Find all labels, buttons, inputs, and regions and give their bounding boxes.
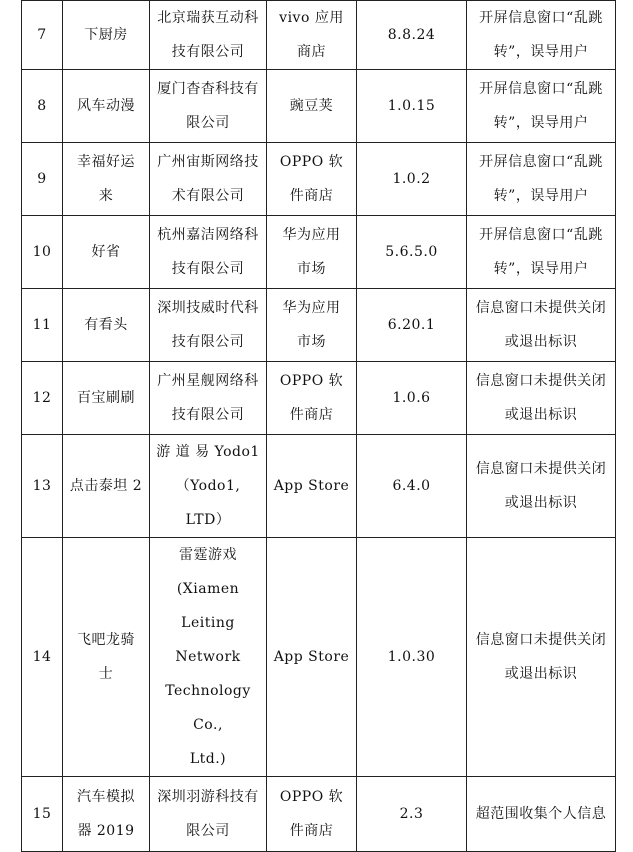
version-cell: 6.20.1 [357, 289, 467, 362]
table-row [22, 70, 616, 143]
app-store-line: OPPO 软 [279, 373, 344, 389]
developer-line: 限公司 [186, 115, 230, 131]
issue-cell [467, 362, 616, 435]
app-name-line: 好省 [91, 244, 121, 260]
app-store-cell [267, 435, 357, 538]
developer-line: 杭州嘉洁网络科 [157, 227, 259, 243]
app-store-line: 华为应用 [282, 300, 341, 316]
app-store-line: 豌豆荚 [289, 98, 334, 114]
version-cell: 6.4.0 [357, 435, 467, 538]
developer-line: 广州星舰网络科 [157, 373, 259, 389]
app-store-line: App Store [273, 478, 350, 494]
version-cell: 1.0.6 [357, 362, 467, 435]
app-name-line: 士 [98, 666, 114, 682]
app-name-line: 下厨房 [84, 27, 128, 43]
issue-line: 或退出标识 [504, 666, 578, 682]
app-name-line: 汽车模拟 [77, 789, 135, 805]
app-name-cell [63, 777, 150, 852]
issue-line: 开屏信息窗口“乱跳 [479, 227, 603, 243]
app-name-line: 有看头 [84, 317, 128, 333]
issue-cell [467, 538, 616, 777]
developer-line: 深圳技威时代科 [157, 300, 259, 316]
issue-line: 开屏信息窗口“乱跳 [479, 154, 603, 170]
app-store-line: App Store [273, 649, 350, 665]
issue-line: 转”，误导用户 [493, 261, 589, 277]
issue-line: 信息窗口未提供关闭 [475, 300, 607, 316]
developer-line: 北京瑞获互动科 [157, 10, 259, 26]
developer-cell [150, 216, 267, 289]
row-number-cell: 12 [22, 362, 63, 435]
issue-cell [467, 777, 616, 852]
app-name-cell [63, 70, 150, 143]
app-name-cell [63, 143, 150, 216]
table-row [22, 538, 616, 777]
developer-line: Ltd.) [189, 751, 227, 767]
app-name-cell [63, 216, 150, 289]
table-row [22, 362, 616, 435]
issue-line: 信息窗口未提供关闭 [475, 632, 607, 648]
developer-cell [150, 435, 267, 538]
row-number-cell: 7 [22, 1, 63, 70]
developer-line: Technology Co., [165, 683, 251, 733]
app-store-line: OPPO 软 [279, 154, 344, 170]
issue-line: 信息窗口未提供关闭 [475, 373, 607, 389]
developer-cell [150, 777, 267, 852]
developer-line: 术有限公司 [171, 188, 245, 204]
version-cell: 8.8.24 [357, 1, 467, 70]
issue-cell [467, 216, 616, 289]
developer-line: 技有限公司 [171, 44, 245, 60]
developer-line: 游 道 易 Yodo1 [156, 444, 260, 460]
version-cell: 5.6.5.0 [357, 216, 467, 289]
app-name-line: 来 [98, 188, 114, 204]
issue-line: 信息窗口未提供关闭 [475, 461, 607, 477]
developer-line: （Yodo1, LTD） [175, 478, 241, 528]
row-number-cell: 14 [22, 538, 63, 777]
app-store-line: 华为应用 [282, 227, 341, 243]
app-store-cell [267, 143, 357, 216]
issue-cell [467, 70, 616, 143]
app-violation-table [21, 0, 616, 852]
table-row [22, 777, 616, 852]
app-store-cell [267, 1, 357, 70]
issue-cell [467, 143, 616, 216]
app-store-cell [267, 289, 357, 362]
table-row [22, 216, 616, 289]
issue-cell [467, 1, 616, 70]
issue-line: 超范围收集个人信息 [475, 806, 607, 822]
version-cell: 2.3 [357, 777, 467, 852]
app-store-line: 市场 [297, 334, 326, 350]
version-cell: 1.0.15 [357, 70, 467, 143]
app-store-cell [267, 362, 357, 435]
issue-line: 或退出标识 [504, 495, 578, 511]
app-store-line: 件商店 [289, 188, 334, 204]
developer-line: 厦门杳杳科技有 [157, 81, 259, 97]
app-name-line: 风车动漫 [77, 98, 135, 114]
issue-line: 或退出标识 [504, 334, 578, 350]
developer-line: 技有限公司 [171, 261, 245, 277]
app-name-cell [63, 289, 150, 362]
app-store-cell [267, 777, 357, 852]
app-name-cell [63, 538, 150, 777]
table-row [22, 1, 616, 70]
app-store-line: 商店 [297, 44, 326, 60]
app-name-line: 点击泰坦 2 [69, 478, 143, 494]
app-store-cell [267, 70, 357, 143]
developer-cell [150, 362, 267, 435]
app-name-line: 百宝刷刷 [77, 390, 135, 406]
row-number-cell: 15 [22, 777, 63, 852]
app-name-line: 器 2019 [77, 823, 135, 839]
version-cell: 1.0.30 [357, 538, 467, 777]
issue-line: 或退出标识 [504, 407, 578, 423]
app-name-cell [63, 362, 150, 435]
app-store-cell [267, 538, 357, 777]
app-store-line: vivo 应用 [279, 10, 344, 26]
app-store-line: 件商店 [289, 823, 334, 839]
developer-line: 深圳羽游科技有 [157, 789, 259, 805]
issue-line: 转”，误导用户 [493, 44, 589, 60]
app-store-line: OPPO 软 [279, 789, 344, 805]
issue-line: 开屏信息窗口“乱跳 [479, 10, 603, 26]
developer-line: 雷霆游戏 [179, 547, 237, 563]
table-row [22, 435, 616, 538]
issue-line: 开屏信息窗口“乱跳 [479, 81, 603, 97]
app-store-line: 件商店 [289, 407, 334, 423]
issue-cell [467, 289, 616, 362]
developer-line: 技有限公司 [171, 334, 245, 350]
app-name-line: 幸福好运 [77, 154, 135, 170]
app-store-cell [267, 216, 357, 289]
developer-line: 技有限公司 [171, 407, 245, 423]
app-store-line: 市场 [297, 261, 326, 277]
issue-cell [467, 435, 616, 538]
row-number-cell: 11 [22, 289, 63, 362]
table-body [22, 1, 616, 852]
developer-cell [150, 70, 267, 143]
developer-line: (Xiamen Leiting [176, 581, 240, 631]
developer-cell [150, 1, 267, 70]
developer-cell [150, 143, 267, 216]
row-number-cell: 10 [22, 216, 63, 289]
row-number-cell: 13 [22, 435, 63, 538]
table-row [22, 289, 616, 362]
developer-line: 广州宙斯网络技 [157, 154, 259, 170]
developer-line: Network [175, 649, 241, 665]
version-cell: 1.0.2 [357, 143, 467, 216]
developer-line: 限公司 [186, 823, 230, 839]
issue-line: 转”，误导用户 [493, 115, 589, 131]
developer-cell [150, 538, 267, 777]
app-name-cell [63, 1, 150, 70]
app-name-line: 飞吧龙骑 [77, 632, 135, 648]
developer-cell [150, 289, 267, 362]
row-number-cell: 9 [22, 143, 63, 216]
table-row [22, 143, 616, 216]
row-number-cell: 8 [22, 70, 63, 143]
issue-line: 转”，误导用户 [493, 188, 589, 204]
app-name-cell [63, 435, 150, 538]
